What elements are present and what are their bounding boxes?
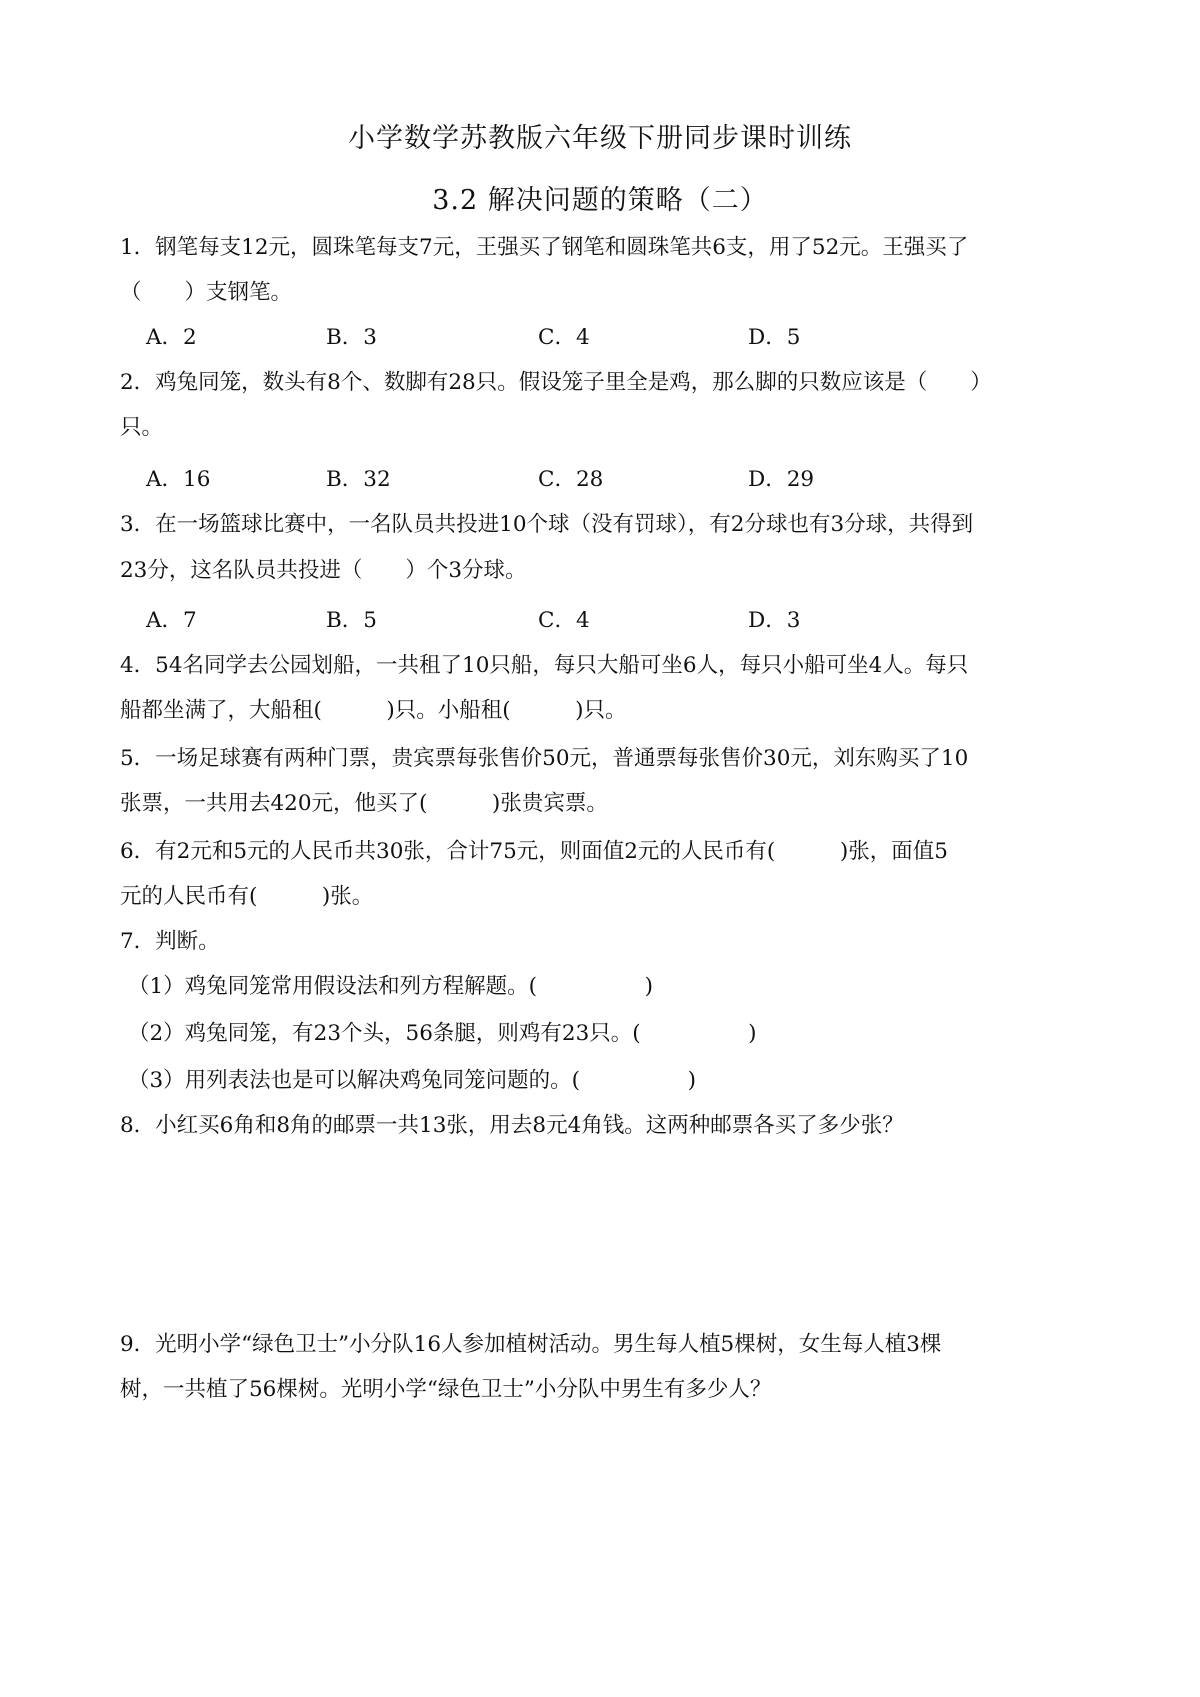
question-1-line-1: 1．钢笔每支12元，圆珠笔每支7元，王强买了钢笔和圆珠笔共6支，用了52元。王强买了 bbox=[120, 235, 969, 260]
question-1-option-d: D．5 bbox=[748, 325, 801, 350]
question-3-option-a: A．7 bbox=[146, 608, 197, 633]
question-2-line-1: 2．鸡兔同笼，数头有8个、数脚有28只。假设笼子里全是鸡，那么脚的只数应该是（ ） bbox=[120, 370, 992, 395]
question-4-line-2: 船都坐满了，大船租( )只。小船租( )只。 bbox=[120, 698, 627, 723]
question-7-item-1: （1）鸡兔同笼常用假设法和列方程解题。( ) bbox=[128, 974, 653, 999]
question-9-line-1: 9．光明小学“绿色卫士”小分队16人参加植树活动。男生每人植5棵树，女生每人植3棵 bbox=[120, 1332, 942, 1357]
question-3-line-1: 3．在一场篮球比赛中，一名队员共投进10个球（没有罚球），有2分球也有3分球，共得到 bbox=[120, 512, 974, 537]
question-2-option-d: D．29 bbox=[748, 467, 815, 492]
question-5-line-2: 张票，一共用去420元，他买了( )张贵宾票。 bbox=[120, 791, 608, 816]
question-3-option-d: D．3 bbox=[748, 608, 801, 633]
question-4-line-1: 4．54名同学去公园划船，一共租了10只船，每只大船可坐6人，每只小船可坐4人。每只 bbox=[120, 653, 969, 678]
question-1-option-c: C．4 bbox=[538, 325, 590, 350]
question-3-option-b: B．5 bbox=[326, 608, 377, 633]
question-8-answer-space bbox=[120, 1150, 1100, 1310]
question-1-option-b: B．3 bbox=[326, 325, 377, 350]
question-1-line-2: （ ）支钢笔。 bbox=[120, 280, 293, 305]
question-6-line-1: 6．有2元和5元的人民币共30张，合计75元，则面值2元的人民币有( )张，面值5 bbox=[120, 839, 948, 864]
question-8-line-1: 8．小红买6角和8角的邮票一共13张，用去8元4角钱。这两种邮票各买了多少张？ bbox=[120, 1113, 904, 1138]
question-1-option-a: A．2 bbox=[146, 325, 197, 350]
question-6-line-2: 元的人民币有( )张。 bbox=[120, 884, 374, 909]
question-2-line-2: 只。 bbox=[120, 415, 164, 440]
question-5-line-1: 5．一场足球赛有两种门票，贵宾票每张售价50元，普通票每张售价30元，刘东购买了10 bbox=[120, 746, 969, 771]
question-7-line-1: 7．判断。 bbox=[120, 929, 220, 954]
question-7-item-2: （2）鸡兔同笼，有23个头，56条腿，则鸡有23只。( ) bbox=[128, 1021, 757, 1046]
question-7-item-3: （3）用列表法也是可以解决鸡兔同笼问题的。( ) bbox=[128, 1068, 696, 1093]
question-3-line-2: 23分，这名队员共投进（ ）个3分球。 bbox=[120, 558, 527, 583]
question-2-option-b: B．32 bbox=[326, 467, 391, 492]
question-2-option-a: A．16 bbox=[146, 467, 211, 492]
question-9-line-2: 树，一共植了56棵树。光明小学“绿色卫士”小分队中男生有多少人？ bbox=[120, 1377, 772, 1402]
section-subtitle: 3.2 解决问题的策略（二） bbox=[432, 185, 768, 216]
question-9-answer-space bbox=[120, 1420, 1100, 1650]
page-title: 小学数学苏教版六年级下册同步课时训练 bbox=[348, 123, 852, 154]
question-2-option-c: C．28 bbox=[538, 467, 604, 492]
question-3-option-c: C．4 bbox=[538, 608, 590, 633]
